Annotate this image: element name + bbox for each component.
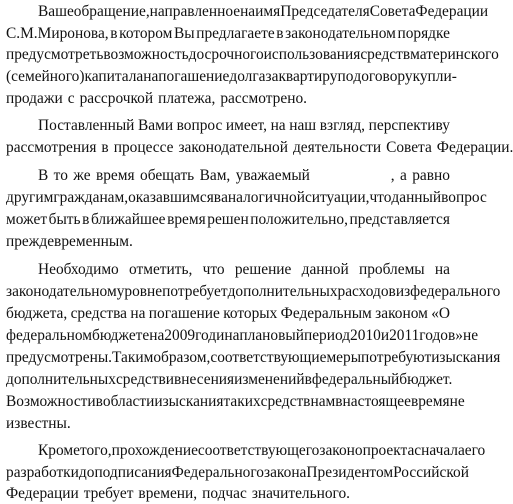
text-line: Ваше обращение, направленное на имя Председателя Совета Федерации bbox=[38, 3, 489, 20]
text-line: другим гражданам, оказавшимся в аналогичной ситуации, что данный вопрос bbox=[6, 189, 487, 206]
text-line: (семейного) капитала на погашение долга за квартиру по договору купли- bbox=[6, 68, 457, 85]
text-line: предусмотрены. Таким образом, соответствующие меры потребуют изыскания bbox=[6, 349, 501, 366]
text-line: Федерации требует времени, подчас значительного. bbox=[6, 485, 351, 502]
text-line: разработки до подписания Федерального закона Президентом Российской bbox=[6, 464, 469, 481]
text-line: известны. bbox=[6, 415, 71, 432]
text-line: Необходимо отметить, что решение данной проблемы на bbox=[38, 261, 450, 278]
text-line: Поставленный Вами вопрос имеет, на наш взгляд, перспективу bbox=[38, 117, 450, 134]
text-line: предусмотреть возможность досрочного использования средств материнского bbox=[6, 46, 499, 63]
text-line: продажи с рассрочкой платежа, рассмотрено. bbox=[6, 90, 307, 107]
text-line: может быть в ближайшее время решен положительно, представляется bbox=[6, 211, 450, 228]
text-line: Возможности в области изыскания таких средств нам в настоящее время не bbox=[6, 393, 465, 410]
text-line: дополнительных средств и внесения изменений в федеральный бюджет. bbox=[6, 371, 453, 388]
text-line: бюджета, средства на погашение которых Федеральным законом «О bbox=[6, 305, 450, 322]
text-line: рассмотрения в процессе законодательной деятельности Совета Федерации. bbox=[6, 139, 513, 156]
text-line: Кроме того, прохождение соответствующего законопроекта с начала его bbox=[38, 442, 486, 459]
text-line: преждевременным. bbox=[6, 233, 133, 250]
text-line: федеральном бюджете на 2009 год и на плановый период 2010 и 2011 годов» не bbox=[6, 327, 479, 344]
text-line: В то же время обещать Вам, уважаемый , а равно bbox=[38, 167, 450, 184]
text-line: С.М.Миронова, в котором Вы предлагаете в законодательном порядке bbox=[6, 25, 450, 42]
text-line: законодательном уровне потребует дополнительных расходов из федерального bbox=[6, 283, 501, 300]
